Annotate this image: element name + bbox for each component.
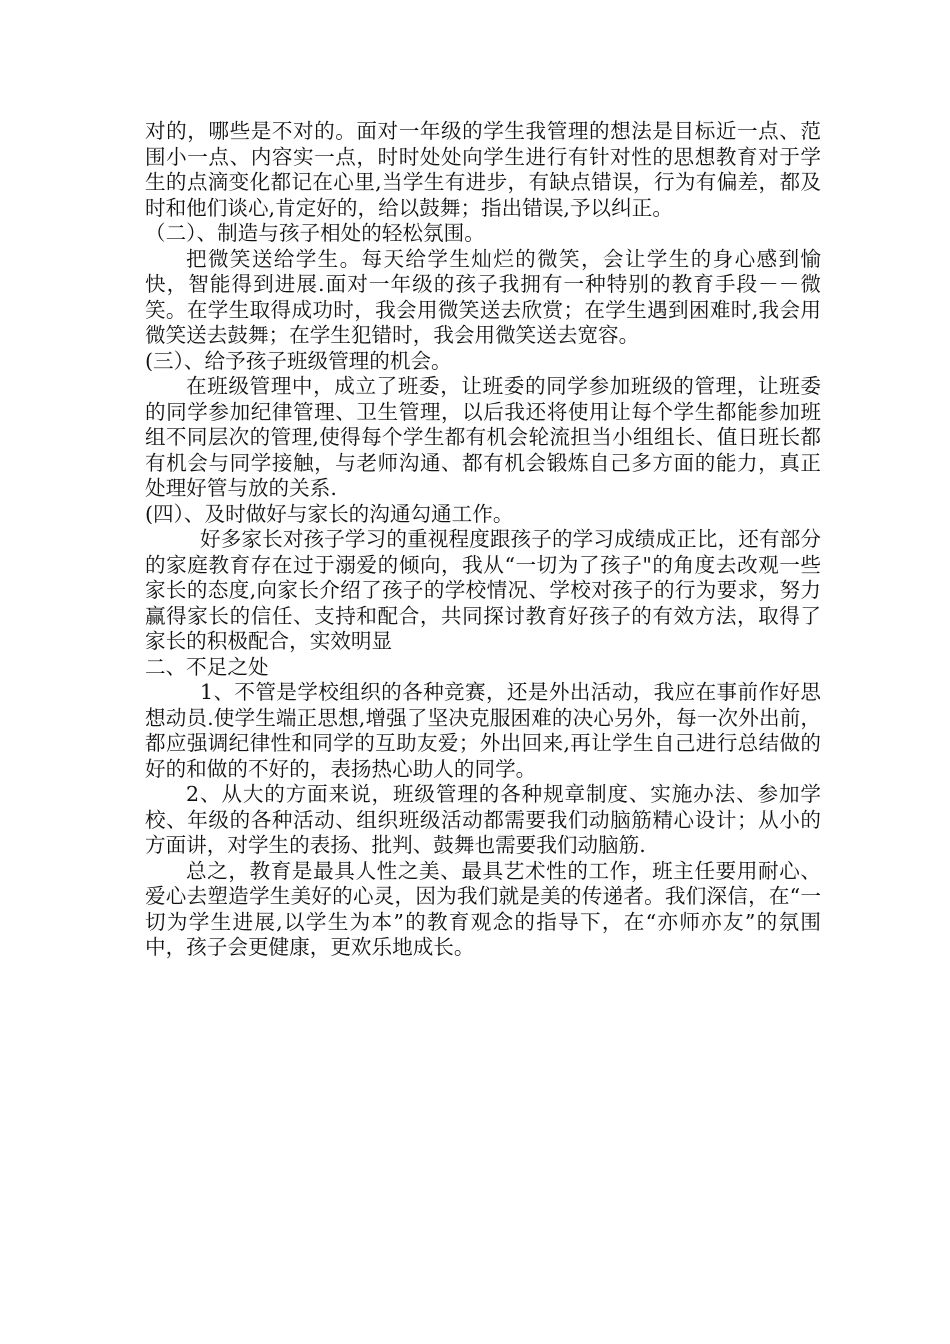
paragraph-shortcoming-1: 1、不管是学校组织的各种竞赛，还是外出活动，我应在事前作好思想动员.使学生端正思想,增强了坚决克服困难的决心另外，每一次外出前，都应强调纪律性和同学的互助友爱；外出回来,再让学生自己进行总结做的好的和做的不好的，表扬热心助人的同学。: [145, 680, 821, 781]
paragraph-management-thoughts: 对的，哪些是不对的。面对一年级的学生我管理的想法是目标近一点、范围小一点、内容实一点，时时处处向学生进行有针对性的思想教育对于学生的点滴变化都记在心里,当学生有进步，有缺点错误，行为有偏差，都及时和他们谈心,肯定好的，给以鼓舞；指出错误,予以纠正。: [145, 119, 821, 220]
paragraph-conclusion: 总之，教育是最具人性之美、最具艺术性的工作，班主任要用耐心、爱心去塑造学生美好的心灵，因为我们就是美的传递者。我们深信，在“一切为学生进展,以学生为本”的教育观念的指导下，在“亦师亦友”的氛围中，孩子会更健康，更欢乐地成长。: [145, 858, 821, 959]
heading-section-4: (四）、及时做好与家长的沟通勾通工作。: [145, 501, 514, 526]
heading-section-2: （二）、制造与孩子相处的轻松氛围。: [145, 221, 485, 245]
document-body: [145, 119, 821, 961]
paragraph-smile: 把微笑送给学生。每天给学生灿烂的微笑，会让学生的身心感到愉快，智能得到进展.面对一年级的孩子我拥有一种特别的教育手段－－微笑。在学生取得成功时，我会用微笑送去欣赏；在学生遇到困难时,我会用微笑送去鼓舞；在学生犯错时，我会用微笑送去宽容。: [145, 246, 821, 347]
heading-section-3: (三）、给予孩子班级管理的机会。: [145, 348, 452, 373]
paragraph-parent-communication: 好多家长对孩子学习的重视程度跟孩子的学习成绩成正比，还有部分的家庭教育存在过于溺爱的倾向，我从“一切为了孩子"的角度去改观一些家长的态度,向家长介绍了孩子的学校情况、学校对孩子的行为要求，努力赢得家长的信任、支持和配合，共同探讨教育好孩子的有效方法，取得了家长的积极配合，实效明显: [145, 527, 821, 653]
paragraph-class-committee: 在班级管理中，成立了班委，让班委的同学参加班级的管理，让班委的同学参加纪律管理、卫生管理，以后我还将使用让每个学生都能参加班组不同层次的管理,使得每个学生都有机会轮流担当小组组长、值日班长都有机会与同学接触，与老师沟通、都有机会锻炼自己多方面的能力，真正处理好管与放的关系.: [145, 374, 821, 500]
heading-shortcomings: 二、不足之处: [145, 654, 269, 679]
paragraph-shortcoming-2: 2、从大的方面来说，班级管理的各种规章制度、实施办法、参加学校、年级的各种活动、组织班级活动都需要我们动脑筋精心设计；从小的方面讲，对学生的表扬、批判、鼓舞也需要我们动脑筋.: [145, 782, 821, 857]
